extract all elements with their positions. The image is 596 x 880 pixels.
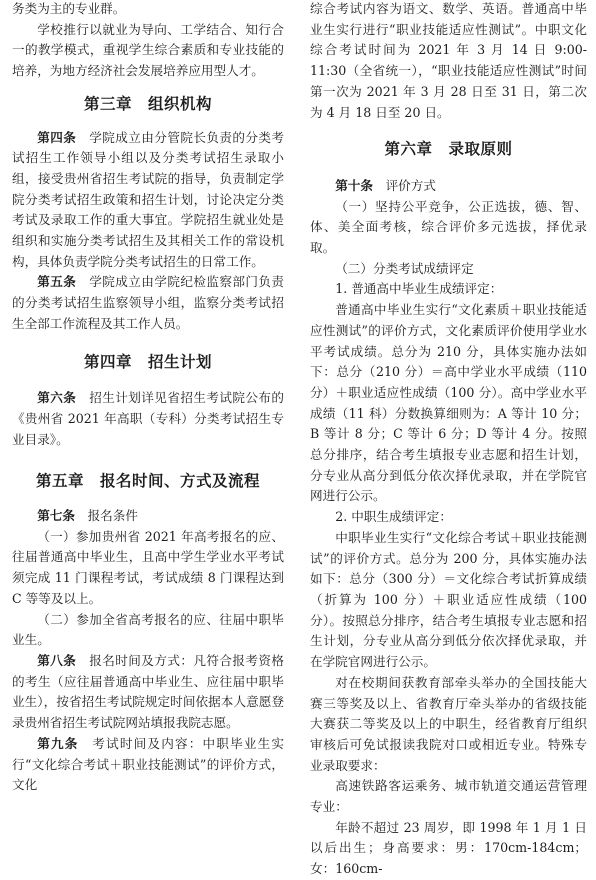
article-text: 报名时间及方式：凡符合报考资格的考生（应往届普通高中毕业生、应往届中职毕业生），按省招生考试院规定时间依据本人意愿登录贵州省招生考试院网站填报我院志愿。 <box>12 652 285 731</box>
article-label: 第十条 <box>335 177 373 193</box>
paragraph: 综合考试内容为语文、数学、英语。普通高中毕业生实行进行“职业技能适应性测试”。中职文化综合考试时间为 2021 年 3 月 14 日 9:00-11:30（全省统一），“职业技能适应性测试”时间第一次为 2021 年 3 月 28 日至 31 日，第二次为 4 月 18 日至 20 日。 <box>310 1 587 120</box>
chapter-4-heading: 第四章 招生计划 <box>83 352 212 371</box>
paragraph: （一）坚持公平竞争，公正选拔，德、智、体、美全面考核，综合评价多元选拔，择优录取。 <box>310 198 587 256</box>
chapter-6-heading: 第六章 录取原则 <box>384 140 513 159</box>
paragraph: 年龄不超过 23 周岁，即 1998 年 1 月 1 日以后出生；身高要求：男：170cm-184cm；女：160cm- <box>310 819 587 877</box>
paragraph: 1. 普通高中毕业生成绩评定： <box>335 281 503 297</box>
left-column <box>12 0 284 796</box>
chapter-3-heading: 第三章 组织机构 <box>83 94 212 113</box>
article-10 <box>310 176 587 197</box>
article-label: 第七条 <box>37 508 75 524</box>
right-column <box>310 0 587 880</box>
article-label: 第六条 <box>37 390 77 406</box>
article-8 <box>12 651 284 734</box>
article-text: 考试时间及内容：中职毕业生实行“文化综合考试＋职业技能测试”的评价方式，文化 <box>12 735 285 793</box>
article-label: 第四条 <box>37 129 77 145</box>
paragraph: 对在校期间获教育部牵头举办的全国技能大赛三等奖及以上、省教育厅牵头举办的省级技能大赛获二等奖及以上的中职生，经省教育厅组织审核后可免试报读我院对口或相近专业。特殊专业录取要求： <box>310 674 587 773</box>
paragraph: 普通高中毕业生实行“文化素质＋职业技能适应性测试”的评价方式，文化素质评价使用学业水平考试成绩。总分为 210 分，具体实施办法如下：总分（210 分）＝高中学业水平成绩（110 分）＋职业适应性成绩（100 分）。高中学业水平成绩（11 科）分数换算细则为：A 等计 10 分；B 等计 8 分；C 等计 6 分；D 等计 4 分。按照总分排序，结合考生填报专业志愿和招生计划，分专业从高分到低分依次择优录取，并在学院官网进行公示。 <box>310 302 587 504</box>
article-text: 招生计划详见省招生考试院公布的《贵州省 2021 年高职（专科）分类考试招生专业目录》。 <box>12 390 285 447</box>
paragraph: 2. 中职生成绩评定： <box>335 509 452 525</box>
article-5 <box>12 272 284 334</box>
paragraph: （二）分类考试成绩评定 <box>335 260 474 276</box>
article-7 <box>12 506 284 527</box>
article-text: 报名条件 <box>74 508 138 524</box>
article-label: 第八条 <box>37 652 77 668</box>
paragraph: 务类为主的专业群。 <box>12 1 126 16</box>
paragraph: 中职毕业生实行“文化综合考试＋职业技能测试”的评价方式。总分为 200 分，具体实施办法如下：总分（300 分）＝文化综合考试折算成绩（折算为 100 分）＋职业适应性成绩（100 分）。按照总分排序，结合考生填报专业志愿和招生计划，分专业从高分到低分依次择优录取，并在学院官网进行公示。 <box>310 529 587 670</box>
article-6 <box>12 388 284 450</box>
paragraph: （一）参加贵州省 2021 年高考报名的应、往届普通高中毕业生，且高中学生学业水平考试须完成 11 门课程考试，考试成绩 8 门课程达到 C 等等及以上。 <box>12 528 284 606</box>
article-text: 评价方式 <box>372 177 436 193</box>
paragraph: 高速铁路客运乘务、城市轨道交通运营管理专业： <box>310 778 587 815</box>
article-label: 第五条 <box>37 274 77 290</box>
article-text: 学院成立由学院纪检监察部门负责的分类考试招生监察领导小组，监察分类考试招生全部工作流程及其工作人员。 <box>12 274 285 331</box>
article-9 <box>12 734 284 796</box>
article-text: 学院成立由分管院长负责的分类考试招生工作领导小组以及分类考试招生录取小组，接受贵州省招生考试院的指导，负责制定学院分类考试招生政策和招生计划，讨论决定分类考试及录取工作的重大事宜。学院招生就业处是组织和实施分类考试招生及其相关工作的常设机构，具体负责学院分类考试招生的日常工作。 <box>12 129 285 269</box>
paragraph: 学校推行以就业为导向、工学结合、知行合一的教学模式，重视学生综合素质和专业技能的培养，为地方经济社会发展培养应用型人才。 <box>12 21 284 79</box>
chapter-5-heading: 第五章 报名时间、方式及流程 <box>35 472 260 491</box>
article-label: 第九条 <box>37 735 79 751</box>
article-4 <box>12 128 284 273</box>
paragraph: （二）参加全省高考报名的应、往届中职毕业生。 <box>12 611 284 648</box>
